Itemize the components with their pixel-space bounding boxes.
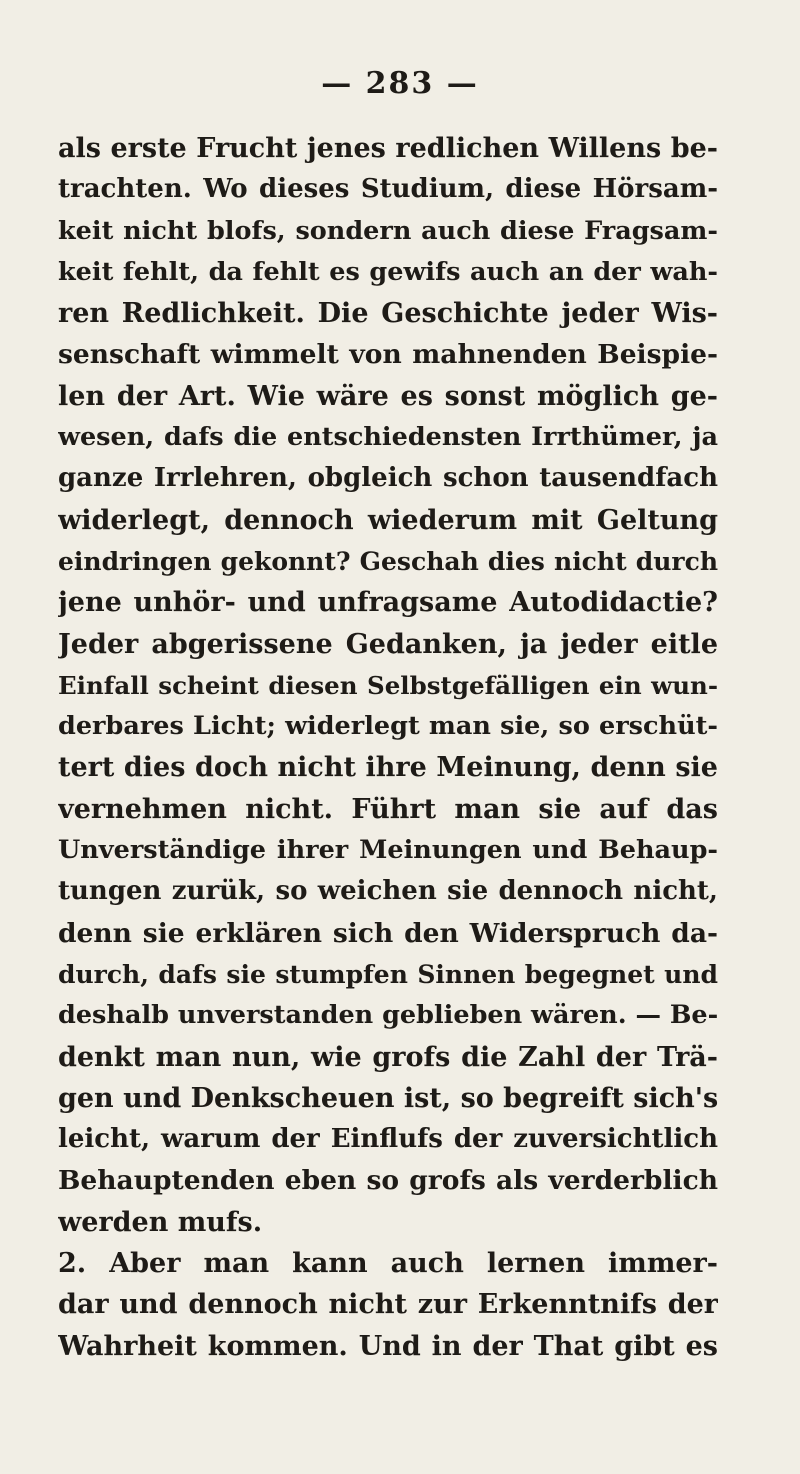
text-line: werden mufs. <box>58 1206 263 1238</box>
text-line: wesen, dafs die entschiedensten Irrthümer, ja <box>58 422 718 453</box>
text-line: ganze Irrlehren, obgleich schon tausendfach <box>58 463 718 494</box>
body-text <box>58 128 718 1367</box>
text-line: als erste Frucht jenes redlichen Willens be- <box>58 133 718 164</box>
text-line: tungen zurük, so weichen sie dennoch nicht, <box>58 876 718 907</box>
text-line: Unverständige ihrer Meinungen und Behaup- <box>58 835 718 866</box>
text-line: widerlegt, dennoch wiederum mit Geltung <box>58 504 718 536</box>
text-line: eindringen gekonnt? Geschah dies nicht durch <box>58 546 718 576</box>
text-line: 2. Aber man kann auch lernen immer- <box>58 1248 718 1280</box>
text-line: Behauptenden eben so grofs als verderblich <box>58 1165 718 1197</box>
text-line: ren Redlichkeit. Die Geschichte jeder Wis- <box>58 298 718 330</box>
text-line: keit fehlt, da fehlt es gewifs auch an der wah- <box>58 256 718 287</box>
text-line: derbares Licht; widerlegt man sie, so erschüt- <box>58 711 718 742</box>
text-line: Wahrheit kommen. Und in der That gibt es <box>58 1330 718 1362</box>
text-line: tert dies doch nicht ihre Meinung, denn sie <box>58 752 718 784</box>
text-line: vernehmen nicht. Führt man sie auf das <box>58 793 718 825</box>
text-line: deshalb unverstanden geblieben wären. — Be- <box>58 1000 718 1031</box>
text-line: Jeder abgerissene Gedanken, ja jeder eitle <box>58 628 718 660</box>
text-line: denn sie erklären sich den Widerspruch da- <box>58 917 718 949</box>
text-line: leicht, warum der Einflufs der zuversichtlich <box>58 1124 718 1155</box>
text-line: Einfall scheint diesen Selbstgefälligen ein wun- <box>58 670 718 700</box>
text-line: dar und dennoch nicht zur Erkenntnifs der <box>58 1289 718 1321</box>
text-line: jene unhör- und unfragsame Autodidactie? <box>58 587 718 619</box>
text-line: len der Art. Wie wäre es sonst möglich ge- <box>58 380 718 412</box>
page-number: — 283 — <box>321 66 479 101</box>
text-line: gen und Denkscheuen ist, so begreift sich's <box>58 1082 718 1114</box>
text-line: senschaft wimmelt von mahnenden Beispie- <box>58 339 718 371</box>
text-line: keit nicht blofs, sondern auch diese Fragsam- <box>58 215 718 246</box>
text-line: durch, dafs sie stumpfen Sinnen begegnet und <box>58 959 718 989</box>
text-line: denkt man nun, wie grofs die Zahl der Trä- <box>58 1041 718 1073</box>
text-line: trachten. Wo dieses Studium, diese Hörsam- <box>58 174 718 205</box>
